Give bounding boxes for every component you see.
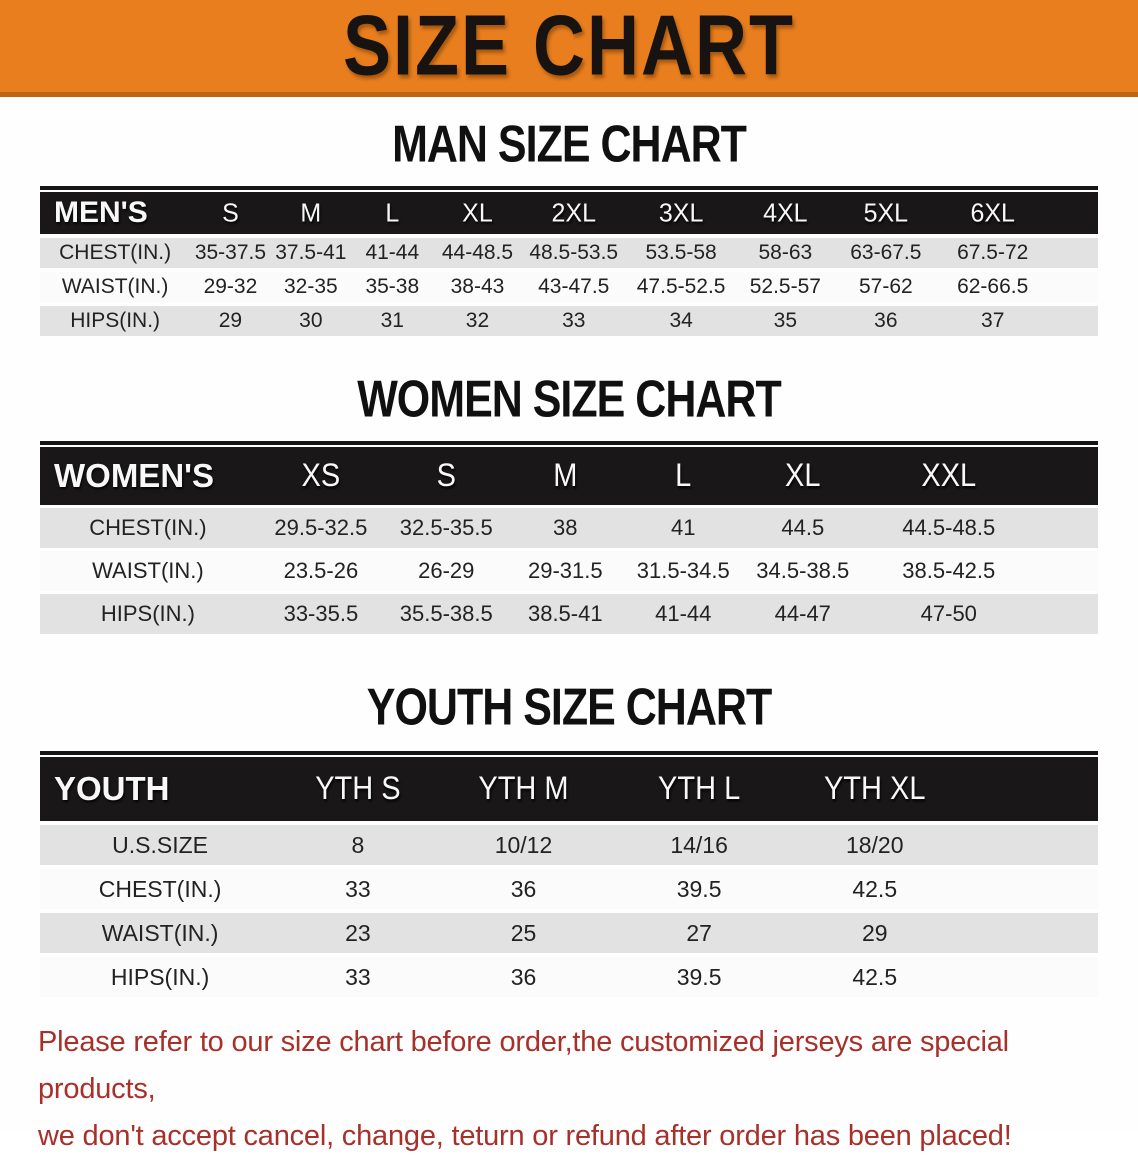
size-cell: 39.5 [676, 875, 722, 902]
column-header [436, 770, 612, 807]
column-header [787, 770, 963, 807]
row-label: HIPS(IN.) [100, 601, 195, 626]
column-header [256, 457, 386, 494]
size-chart-banner [0, 0, 1138, 97]
man-size-chart-heading: MAN SIZE CHART [392, 116, 746, 174]
size-cell: 34.5-38.5 [756, 558, 850, 583]
size-cell: 38.5-42.5 [902, 558, 996, 583]
size-cell: 67.5-72 [957, 241, 1029, 264]
size-cell: 63-67.5 [850, 241, 922, 264]
women-size-chart-heading: WOMEN SIZE CHART [357, 371, 781, 429]
size-cell: 44.5-48.5 [902, 515, 996, 540]
size-cell: 44.5 [781, 515, 825, 540]
size-row [40, 508, 1098, 548]
table-corner-label: WOMEN'S [54, 457, 215, 494]
size-cell: 42.5 [852, 875, 898, 902]
size-cell: 36 [510, 963, 537, 990]
size-cell: 47.5-52.5 [636, 275, 726, 298]
size-cell: 29.5-32.5 [274, 515, 368, 540]
column-header [271, 199, 351, 228]
table-corner-label: YOUTH [54, 770, 170, 807]
size-row [40, 272, 1098, 302]
column-header [521, 199, 626, 228]
size-cell: 27 [686, 919, 712, 946]
size-row [40, 306, 1098, 336]
column-header-text: S [436, 457, 456, 494]
size-cell: 33-35.5 [283, 601, 359, 626]
size-cell: 8 [351, 831, 365, 858]
banner-title: SIZE CHART [343, 0, 795, 94]
row-label: CHEST(IN.) [89, 515, 207, 540]
column-header [835, 199, 938, 228]
column-header-text: XL [785, 457, 821, 494]
row-label: WAIST(IN.) [92, 558, 204, 583]
size-cell: 57-62 [858, 275, 913, 298]
row-label: HIPS(IN.) [70, 309, 161, 332]
column-header [736, 199, 834, 228]
column-header [742, 457, 863, 494]
row-label: WAIST(IN.) [61, 275, 169, 298]
row-label: U.S.SIZE [112, 831, 208, 858]
column-header [611, 770, 787, 807]
column-header-text: 6XL [970, 197, 1015, 228]
column-header-text: S [222, 197, 239, 228]
size-cell: 38-43 [450, 275, 505, 298]
size-cell: 36 [510, 875, 537, 902]
size-cell: 33 [345, 963, 371, 990]
size-cell: 14/16 [670, 831, 728, 858]
size-cell: 31 [380, 309, 404, 332]
column-header [863, 457, 1034, 494]
size-cell: 32 [465, 309, 490, 332]
size-cell: 23.5-26 [283, 558, 359, 583]
column-header [386, 457, 507, 494]
size-cell: 25 [510, 919, 537, 946]
size-cell: 38 [553, 515, 578, 540]
table-corner-label: MEN'S [54, 196, 148, 229]
column-header [434, 199, 522, 228]
size-cell: 41 [671, 515, 696, 540]
column-header-text: YTH S [315, 770, 401, 807]
column-header-text: XXL [921, 457, 977, 494]
column-header-text: YTH M [478, 770, 569, 807]
size-row [40, 594, 1098, 634]
size-cell: 26-29 [418, 558, 475, 583]
column-header-text: L [675, 457, 692, 494]
size-cell: 29-32 [203, 275, 258, 298]
womens-size-table [40, 441, 1098, 634]
disclaimer-line-2: we don't accept cancel, change, teturn or refund after order has been placed! [38, 1120, 1012, 1152]
table-header-bar [40, 192, 1098, 234]
size-cell: 39.5 [676, 963, 722, 990]
size-cell: 29-31.5 [527, 558, 603, 583]
size-row [40, 238, 1098, 268]
mens-size-table [40, 186, 1098, 336]
size-cell: 48.5-53.5 [529, 241, 619, 264]
size-cell: 35.5-38.5 [399, 601, 493, 626]
size-row [40, 957, 1098, 997]
column-header-text: 4XL [763, 197, 808, 228]
column-header [190, 199, 270, 228]
column-header [507, 457, 624, 494]
size-cell: 62-66.5 [957, 275, 1029, 298]
size-cell: 41-44 [365, 241, 420, 264]
column-header-text: 2XL [551, 197, 596, 228]
size-row [40, 551, 1098, 591]
table-header-bar [40, 447, 1098, 505]
column-header [626, 199, 736, 228]
table-header-bar [40, 757, 1098, 821]
size-cell: 43-47.5 [538, 275, 610, 298]
row-label: CHEST(IN.) [98, 875, 222, 902]
disclaimer-line-1: Please refer to our size chart before order,the customized jerseys are special products, [38, 1026, 1009, 1105]
column-header-text: XL [462, 197, 493, 228]
order-disclaimer [38, 1019, 1100, 1160]
column-header-text: 3XL [658, 197, 704, 228]
column-header-text: XS [301, 457, 341, 494]
size-row [40, 913, 1098, 953]
man-section-heading-row [0, 116, 1138, 174]
size-cell: 37.5-41 [275, 241, 347, 264]
size-cell: 53.5-58 [645, 241, 717, 264]
size-cell: 18/20 [845, 831, 904, 858]
size-cell: 31.5-34.5 [636, 558, 730, 583]
size-cell: 32-35 [283, 275, 338, 298]
size-cell: 10/12 [494, 831, 553, 858]
size-cell: 29 [218, 309, 243, 332]
size-cell: 36 [874, 309, 898, 332]
youth-section-heading-row [0, 679, 1138, 737]
row-label: CHEST(IN.) [59, 241, 172, 264]
size-cell: 41-44 [655, 601, 712, 626]
column-header [937, 199, 1048, 228]
column-header-text: 5XL [863, 197, 909, 228]
size-row [40, 825, 1098, 865]
size-cell: 35-38 [365, 275, 420, 298]
size-cell: 38.5-41 [527, 601, 603, 626]
column-header [351, 199, 434, 228]
size-cell: 35 [773, 309, 798, 332]
column-header-text: YTH XL [823, 770, 926, 807]
size-cell: 30 [299, 309, 323, 332]
women-section-heading-row [0, 371, 1138, 429]
size-cell: 44-47 [774, 601, 831, 626]
size-cell: 32.5-35.5 [399, 515, 493, 540]
size-cell: 34 [669, 309, 693, 332]
size-cell: 58-63 [758, 241, 813, 264]
youth-size-table [40, 751, 1098, 997]
column-header [624, 457, 742, 494]
size-row [40, 869, 1098, 909]
size-cell: 37 [981, 309, 1005, 332]
row-label: HIPS(IN.) [110, 963, 210, 990]
size-cell: 33 [345, 875, 371, 902]
size-cell: 29 [861, 919, 888, 946]
size-cell: 23 [345, 919, 371, 946]
size-cell: 42.5 [852, 963, 898, 990]
youth-size-chart-heading: YOUTH SIZE CHART [366, 679, 772, 737]
size-cell: 33 [562, 309, 586, 332]
size-cell: 47-50 [920, 601, 977, 626]
column-header [280, 770, 436, 807]
size-cell: 52.5-57 [749, 275, 821, 298]
size-cell: 44-48.5 [441, 241, 514, 264]
column-header-text: M [553, 457, 578, 494]
size-cell: 35-37.5 [194, 241, 267, 264]
row-label: WAIST(IN.) [101, 919, 219, 946]
column-header-text: M [300, 197, 322, 228]
column-header-text: L [385, 197, 400, 228]
column-header-text: YTH L [658, 770, 741, 807]
